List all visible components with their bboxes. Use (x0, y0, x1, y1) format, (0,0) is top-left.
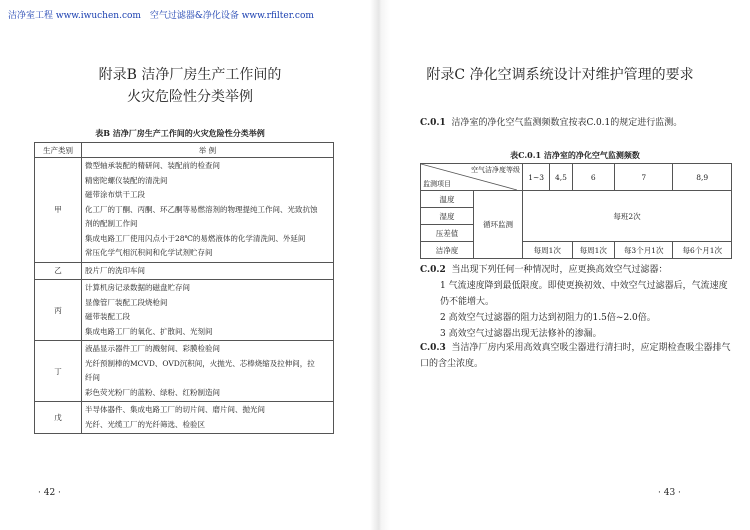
right-page (390, 0, 750, 530)
examples-cell (82, 402, 334, 434)
left-page (0, 0, 370, 530)
table-row (35, 262, 334, 280)
example-item: 显像管厂装配工段烧枪间 (85, 297, 168, 307)
examples-cell (82, 280, 334, 341)
appendix-b-title (40, 64, 340, 108)
twice-per-shift-cell: 每班2次 (523, 191, 732, 242)
table-b (34, 142, 334, 434)
table-header-row (35, 143, 334, 158)
table-b-caption: 表B 洁净厂房生产工作间的火灾危险性分类举例 (95, 128, 265, 138)
table-row (35, 280, 334, 341)
item-cell: 湿度 (421, 208, 474, 225)
appendix-b-title-line2: 火灾危险性分类举例 (127, 89, 253, 105)
book-gutter (370, 0, 390, 530)
example-item: 半导体器件、集成电路工厂的切片间、磨片间、抛光间 (85, 405, 265, 414)
table-row (35, 402, 334, 434)
weekly-cell-b: 每周1次 (572, 242, 614, 259)
item-cell: 压差值 (421, 225, 474, 242)
diagonal-header-cell (421, 164, 523, 191)
example-item: 光纤、光缆工厂的光纤筛选、检验区 (85, 419, 205, 429)
table-row (421, 191, 732, 208)
header-site-1[interactable]: 洁净室工程 www.iwuchen.com (8, 11, 141, 21)
category-cell: 乙 (35, 262, 82, 280)
weekly-cell-a: 每周1次 (523, 242, 573, 259)
clause-c01-text: 洁净室的净化空气监测频数宜按表C.0.1的规定进行监测。 (451, 118, 683, 128)
diag-header-top: 空气洁净度等级 (471, 166, 520, 174)
clause-c02 (420, 262, 732, 342)
example-item: 磁带涂布烘干工段 (85, 190, 145, 199)
example-item: 精密陀螺仪装配的清洗间 (85, 175, 168, 185)
example-item: 光纤预制棒的MCVD、OVD沉积间，火抛光、芯棒烧缩及拉伸间，拉 (85, 358, 315, 368)
grade-header: 1~3 (523, 164, 550, 191)
cycle-cell: 循环监测 (474, 191, 523, 259)
list-item: 2 高效空气过滤器的阻力达到初阻力的1.5倍~2.0倍。 (440, 313, 656, 323)
grade-header: 8,9 (673, 164, 732, 191)
page-number-right: · 43 · (658, 488, 681, 498)
clause-c01-number: C.0.1 (420, 118, 446, 128)
examples-cell (82, 158, 334, 263)
category-cell: 甲 (35, 158, 82, 263)
example-item: 液晶显示器件工厂的溅射间、彩膜检验间 (85, 344, 220, 353)
clause-c03-text: 当洁净厂房内采用高效真空吸尘器进行清扫时，应定期检查吸尘器排气口的含尘浓度。 (420, 343, 731, 369)
category-cell: 戊 (35, 402, 82, 434)
col-header-category: 生产类别 (35, 143, 82, 158)
every-3-months-cell: 每3个月1次 (614, 242, 673, 259)
grade-header: 7 (614, 164, 673, 191)
table-row (421, 242, 732, 259)
example-item: 彩色荧光粉厂的蓝粉、绿粉、红粉制造间 (85, 387, 220, 397)
example-item: 集成电路工厂的氧化、扩散间、光刻间 (85, 326, 213, 336)
example-item: 微型轴承装配的精研间、装配前的检查间 (85, 161, 220, 170)
clause-c02-text: 当出现下列任何一种情况时，应更换高效空气过滤器： (451, 265, 668, 275)
appendix-b-title-line1: 附录B 洁净厂房生产工作间的 (98, 67, 282, 83)
table-c01-caption: 表C.0.1 洁净室的净化空气监测频数 (510, 150, 640, 160)
examples-cell (82, 341, 334, 402)
col-header-examples: 举 例 (82, 143, 334, 158)
table-c01 (420, 163, 732, 259)
clause-c01 (420, 115, 730, 131)
category-cell: 丁 (35, 341, 82, 402)
example-item: 磁带装配工段 (85, 312, 130, 321)
table-row (35, 341, 334, 402)
header-site-2[interactable]: 空气过滤器&净化设备 www.rfilter.com (149, 11, 314, 21)
table-row (35, 158, 334, 263)
list-item: 3 高效空气过滤器出现无法修补的渗漏。 (440, 329, 602, 339)
examples-cell (82, 262, 334, 280)
grade-header: 6 (572, 164, 614, 191)
example-item: 化工厂的丁酮、丙酮、环乙酮等易燃溶剂的物理提纯工作间、光致抗蚀 (85, 204, 318, 214)
category-cell: 丙 (35, 280, 82, 341)
table-header-row (421, 164, 732, 191)
appendix-c-title: 附录C 净化空调系统设计对维护管理的要求 (426, 67, 694, 83)
example-item: 纤间 (85, 373, 100, 382)
grade-header: 4,5 (550, 164, 572, 191)
clause-c02-number: C.0.2 (420, 265, 446, 275)
example-item: 胶片厂的洗印车间 (85, 265, 145, 275)
item-cell: 温度 (421, 191, 474, 208)
clause-c03 (420, 340, 732, 372)
clause-c03-number: C.0.3 (420, 343, 446, 353)
example-item: 计算机房记录数据的磁盘贮存间 (85, 283, 190, 292)
example-item: 剂的配制工作间 (85, 219, 138, 228)
example-item: 集成电路工厂使用闪点小于28℃的易燃液体的化学清洗间、外延间 (85, 233, 306, 243)
example-item: 常压化学气相沉积间和化学试剂贮存间 (85, 248, 213, 257)
every-6-months-cell: 每6个月1次 (673, 242, 732, 259)
page-number-left: · 42 · (38, 488, 61, 498)
diag-header-bottom: 监测项目 (423, 180, 451, 188)
list-item: 1 气流速度降到最低限度。即使更换初效、中效空气过滤器后，气流速度仍不能增大。 (440, 281, 728, 307)
item-cell: 洁净度 (421, 242, 474, 259)
